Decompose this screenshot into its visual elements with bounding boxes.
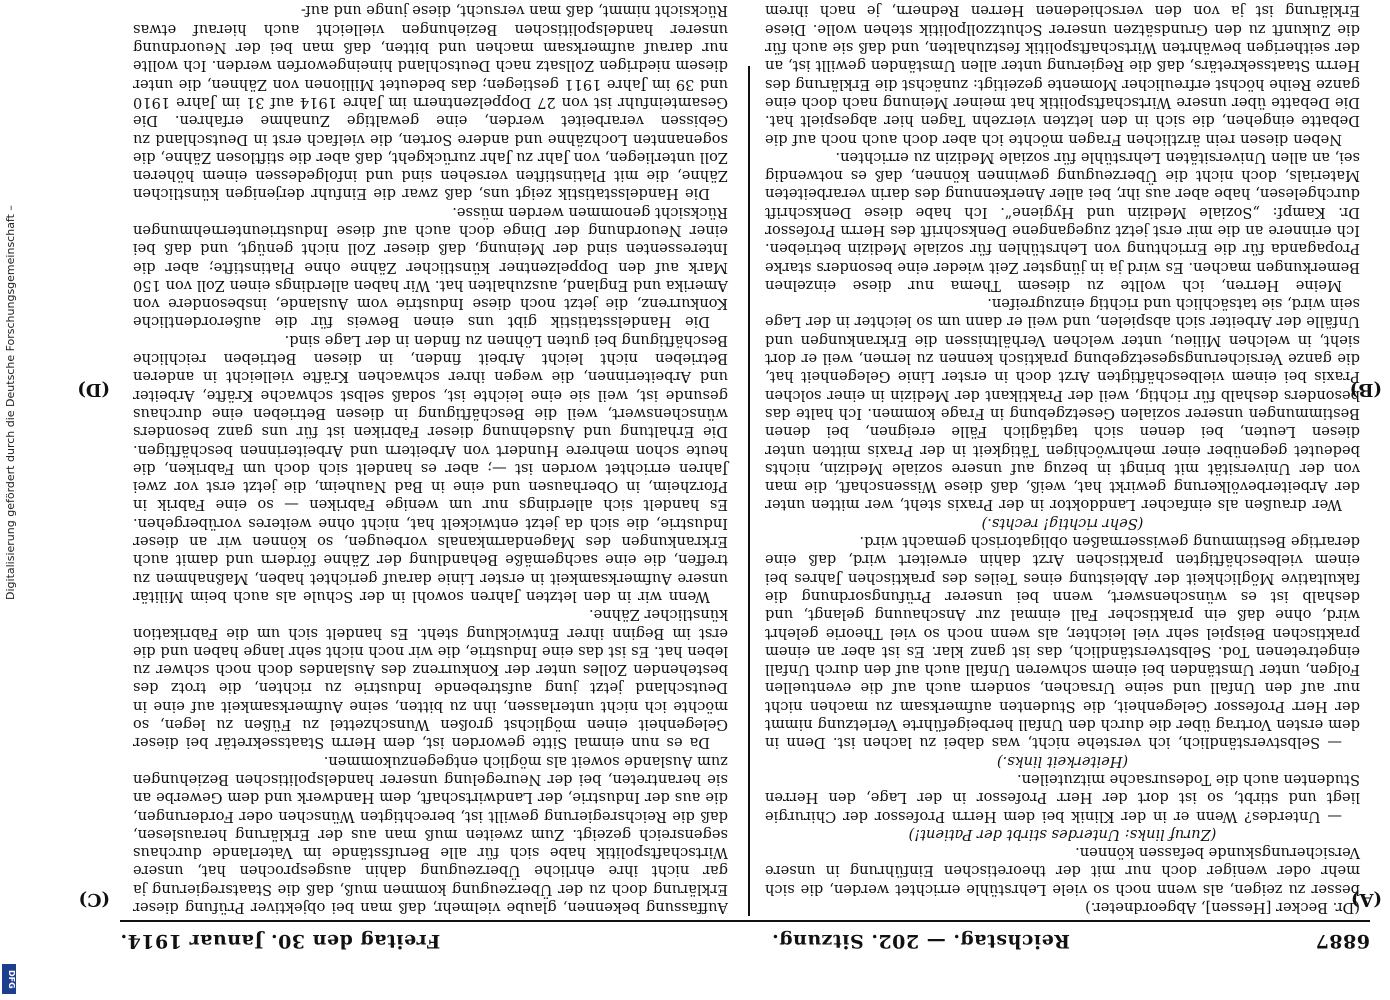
scanned-page [60, 2, 1390, 960]
page-header [120, 922, 1370, 952]
col-paragraph: Auffassung bekennen, glaube vielmehr, daß man bei objektiver Prüfung dieser Erklärung doch zu der Überzeugung kommen muß, daß die Staatsregierung ja gar nicht ihre ehrliche Überzeugung dahin ausgesprochen hat, unsere Wirtschaftspolitik habe sich für alle Berufsstände im Vaterlande durchaus segensreich gezeigt. Zum zweiten muß man aus der Erklärung herauslesen, daß die Reichsregierung gewillt ist, berechtigten Wünschen oder Forderungen, die aus der Industrie, der Landwirtschaft, dem Handwerk und dem Gewerbe an sie herantreten, bei der Neuregelung unserer handelspolitischen Beziehungen zum Auslande soweit als möglich entgegenzukommen. [133, 752, 728, 916]
marker-d: (D) [77, 379, 110, 400]
page-number: 6887 [1315, 930, 1370, 952]
col-paragraph: Neben diesen rein ärztlichen Fragen möchte ich aber doch auch noch auf die Debatte eingehen, die sich in den letzten vierzehn Tagen hier abgespielt hat. Die Debatte über unsere Wirtschaftspolitik hat meiner Meinung nach doch eine ganze Reihe höchst erfreulicher Momente gezeitigt: zunächst die Erklärung des Herrn Staatssekretärs, daß die Regierung unter allen Umständen gewillt ist, an der seitherigen bewährten Wirtschaftspolitik festzuhalten, und daß sie auch für die Zukunft zu den Grundsätzen unserer Schutzzollpolitik stehen wolle. Diese Erklärung ist ja von den verschiedenen Herren Rednern, je nach ihrem [765, 2, 1360, 148]
col-paragraph: — Unterdes? Wenn er in der Klinik bei dem Herrn Professor der Chirurgie liegt und stirbt, so ist dort der Herr Professor in der Lage, den Herren Studenten auch die Todesursache mitzuteilen. [765, 770, 1360, 825]
header-title: Reichstag. — 202. Sitzung. [771, 930, 1070, 952]
marker-a: (A) [1351, 889, 1382, 910]
column-divider [748, 66, 750, 916]
header-rule [120, 920, 1370, 922]
col-paragraph: Die Handelsstatistik zeigt uns, daß zwar die Einfuhr derjenigen künstlichen Zähne, die mit Platinstiften versehen sind und infolgedessen einem höheren Zoll unterliegen, von Jahr zu Jahr zurückgeht, daß aber die stiftlosen Zähne, die sogenannten Lochzähne und andere Sorten, die vielfach erst in Deutschland zu Gebissen verarbeitet werden, eine gewaltige Zunahme erfahren. Die Gesamteinfuhr ist von 27 Doppelzentnern im Jahre 1914 auf 31 im Jahre 1910 und 39 im Jahre 1911 gestiegen; das bedeutet Millionen von Zähnen, die unter diesem niedrigen Zollsatz nach Deutschland hineingeworfen werden. Ich wollte nur darauf aufmerksam machen und bitten, daß man bei der Neuordnung unserer handelspolitischen Beziehungen vielleicht auch hierauf etwas Rücksicht nimmt, daß man versucht, diese junge und auf- [133, 2, 728, 203]
col-interjection: (Sehr richtig! rechts.) [981, 514, 1144, 532]
col-paragraph: Meine Herren, ich wollte zu diesem Thema nur diese einzelnen Bemerkungen machen. Es wird ja in jüngster Zeit wieder eine besonders starke Propaganda für die Errichtung von Lehrstühlen für soziale Medizin betrieben. Ich erinnere an die mir erst jetzt zugegangene Denkschrift des Herrn Professor Dr. Kampf: „Soziale Medizin und Hygiene“. Ich habe diese Denkschrift durchgelesen, habe aber aus ihr, bei aller Anerkennung des darin verarbeiteten Materials, doch nicht die Überzeugung gewinnen können, daß es notwendig sei, an allen Universitäten Lehrstühle für soziale Medizin zu errichten. [765, 148, 1360, 294]
marker-b: (B) [1349, 379, 1382, 400]
col-paragraph: Wer draußen als einfacher Landdoktor in der Praxis steht, wer mitten unter der Arbeiterbevölkerung gewirkt hat, weiß, daß diese Wissenschaft, die man von der Universität mit bringt in bezug auf unsere soziale Medizin, nichts bedeutet gegenüber einer mehrwöchigen Tätigkeit in der Praxis mitten unter diesen Leuten, bei denen sich tagtäglich Fälle ereignen, bei denen Bestimmungen unserer sozialen Gesetzgebung in Frage kommen. Ich halte das besonders deshalb für richtig, weil der Praktikant der Medizin in einer solchen Praxis bei einem vielbeschäftigten Arzt doch in erster Linie Gelegenheit hat, die ganze Versicherungsgesetzgebung praktisch kennen zu lernen, weil er dort sieht, in welchen Milieu, unter welchen Verhältnissen die Erkrankungen und Unfälle der Arbeiter sich abspielen, und weil er dann um so leichter in der Lage sein wird, sie tatsächlich und richtig einzugreifen. [765, 295, 1360, 514]
col-paragraph: Die Handelsstatistik gibt uns einen Beweis für die außerordentliche Konkurrenz, die jetzt noch diese Industrie vom Auslande, insbesondere von Amerika und England, auszuhalten hat. Wir haben allerdings einen Zoll von 150 Mark auf den Doppelzentner künstlicher Zähne ohne Platinstifte; aber die Interessenten sind der Meinung, daß dieser Zoll nicht genügt, und daß bei einer Neuordnung der Dinge doch auch auf diese Industrieunternehmungen Rücksicht genommen werden müsse. [133, 203, 728, 331]
dfg-logo: DFG [2, 964, 16, 994]
header-date: Freitag den 30. Januar 1914. [120, 930, 441, 952]
rotated-page-content [60, 2, 1390, 960]
col-paragraph: Da es nun einmal Sitte geworden ist, dem Herrn Staatssekretär bei dieser Gelegenheit einen möglichst großen Wunschzettel zu Füßen zu legen, so möchte ich nicht unterlassen, ihn zu bitten, seine Aufmerksamkeit auf eine in Deutschland jetzt jung aufstrebende Industrie zu richten, die trotz des bestehenden Zolles unter der Konkurrenz des Auslandes doch noch schwer zu leben hat. Es ist das eine Industrie, die wir noch nicht sehr lange haben und die erst im Beginn ihrer Entwicklung steht. Es handelt sich um die Fabrikation künstlicher Zähne. [133, 606, 728, 752]
left-column [765, 2, 1360, 916]
col-interjection: (Heiterkeit links.) [996, 752, 1129, 770]
col-paragraph: — Selbstverständlich, ich verstehe nicht, was dabei zu lachen ist. Denn in dem ersten Vortrag über die durch den Unfall herbeigeführte Verletzung nimmt der Herr Professor Gelegenheit, die Studenten aufmerksam zu machen nicht nur auf den Unfall und seine Ursachen, sondern auch auf die eventuellen Folgen, unter Umständen bei einem schweren Unfall auch auf den durch Unfall eingetretenen Tod. Selbstverständlich, das ist ganz klar. Es ist aber an einem praktischen Beispiel sehr viel leichter, als wenn noch so viel Theorie gelehrt wird, ohne daß ein praktischer Fall einmal zur Anschauung gelangt, und deshalb ist es wünschenswert, wenn bei unserer Prüfungsordnung die fakultative Möglichkeit der Ableistung eines Teiles des praktischen Jahres bei einem vielbeschäftigten praktischen Arzt dahin erweitert wird, daß eine derartige Bestimmung gewissermaßen obligatorisch gemacht wird. [765, 533, 1360, 752]
col-interjection: (Zuruf links: Unterdes stirbt der Patient!) [908, 825, 1217, 843]
marker-c: (C) [78, 889, 110, 910]
col-paragraph: besser zu zeigen, als wenn noch so viele Lehrstühle errichtet werden, die sich mehr oder weniger doch nur mit der theoretischen Einführung in unsere Versicherungskunde befassen können. [765, 844, 1360, 898]
digitization-footer: Digitalisierung gefördert durch die Deutsche Forschungsgemeinschaft – [4, 205, 17, 600]
col-paragraph: (Dr. Becker [Hessen], Abgeordneter.) [1085, 899, 1360, 916]
right-column [133, 2, 728, 916]
col-paragraph: Wenn wir in den letzten Jahren sowohl in der Schule als auch beim Militär unsere Aufmerksamkeit in erster Linie darauf gerichtet haben, Maßnahmen zu treffen, die eine sachgemäße Behandlung der Zähne fördern und damit auch Erkrankungen des Magendarmkanals vorbeugen, so können wir an dieser Industrie, die sich da jetzt entwickelt hat, nicht ohne weiteres vorübergehen. Es handelt sich allerdings nur um wenige Fabriken — so eine Fabrik in Pforzheim, in Oberhausen und eine in Bad Nauheim, die jetzt erst vor zwei Jahren errichtet worden ist —; aber es handelt sich doch um Fabriken, die heute schon mehrere Hundert von Arbeitern und Arbeiterinnen beschäftigen. Die Erhaltung und Ausdehnung dieser Fabriken ist für uns ganz besonders wünschenswert, weil die Beschäftigung in diesen Betrieben eine durchaus gesunde ist, weil sie eine leichte ist, sodaß selbst schwache Kräfte, Arbeiter und Arbeiterinnen, die wegen ihrer schwachen Kräfte vielleicht in anderen Betrieben nicht leicht Arbeit finden, in diesen Betrieben reichliche Beschäftigung bei guten Löhnen zu finden in der Lage sind. [133, 331, 728, 605]
